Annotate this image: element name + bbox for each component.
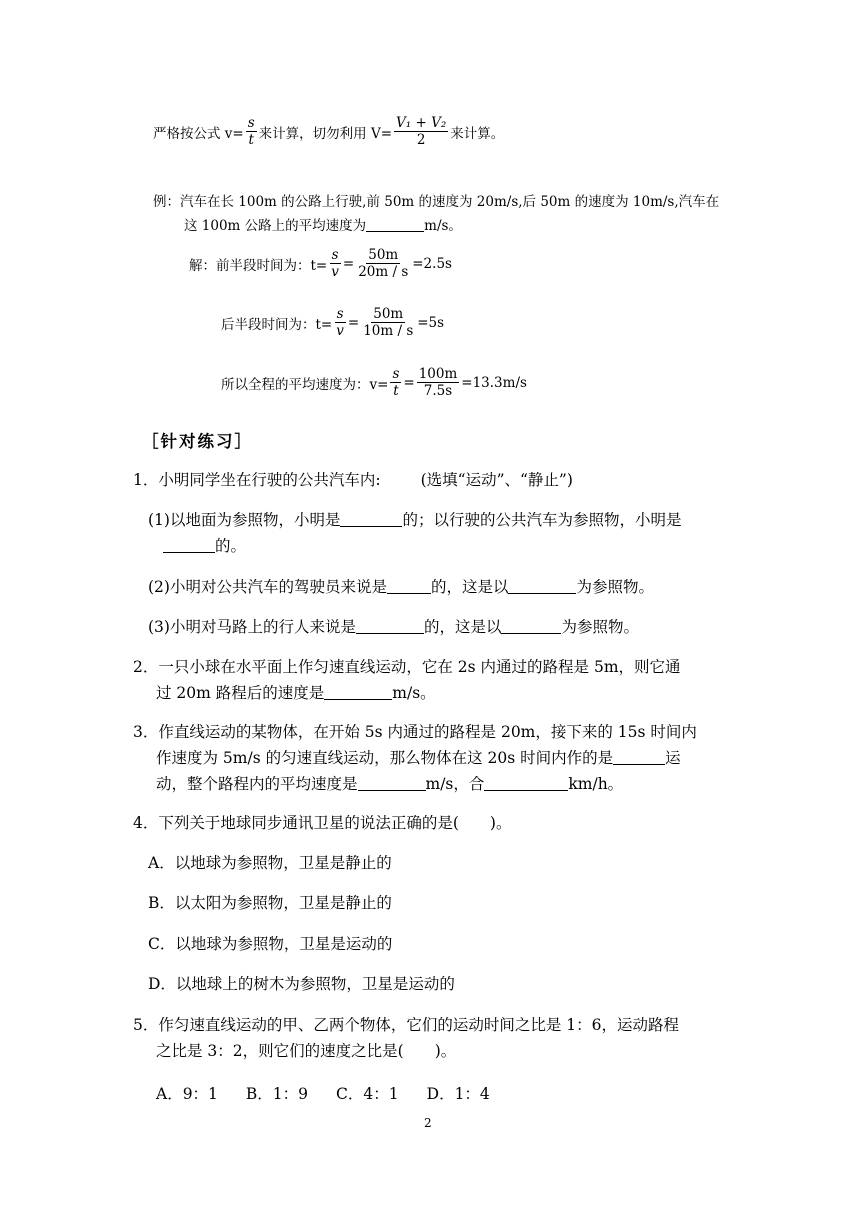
formula-note-prefix: 严格按公式 v=: [153, 125, 244, 142]
question-3-line-2: 作速度为 5m/s 的匀速直线运动，那么物体在这 20s 时间内作的是 运: [156, 749, 681, 767]
q3-blank-3[interactable]: [484, 775, 568, 792]
q3-blank-2[interactable]: [358, 775, 426, 792]
formula-note-suffix: 来计算。: [450, 125, 505, 142]
question-5-options: [156, 1082, 490, 1104]
section-title: ［针对练习］: [142, 432, 253, 451]
q1-blank-5[interactable]: [356, 618, 424, 635]
question-2-line-2: 过 20m 路程后的速度是 m/s。: [156, 684, 436, 702]
question-1-part-2: (2)小明对公共汽车的驾驶员来说是 的，这是以 为参照物。: [148, 578, 654, 596]
question-5-option-b[interactable]: B．1：9: [245, 1085, 309, 1103]
question-5-line-1: 5．作匀速直线运动的甲、乙两个物体，它们的运动时间之比是 1：6，运动路程: [133, 1016, 680, 1034]
q1-blank-1[interactable]: [340, 511, 402, 528]
question-5-option-d[interactable]: D．1：4: [426, 1085, 490, 1103]
solution-step-1: 解：前半段时间为：t= $\frac{s}{v}$ = $\frac{50m}{20m / s}$ =2.5s: [189, 247, 452, 281]
formula-note: [153, 116, 504, 147]
q1-blank-2[interactable]: [163, 537, 215, 554]
formula-note-middle: 来计算，切勿利用 V=: [258, 125, 393, 142]
question-5-option-a[interactable]: A．9：1: [156, 1085, 218, 1103]
question-3-line-1: 3．作直线运动的某物体，在开始 5s 内通过的路程是 20m，接下来的 15s 时间内: [133, 723, 697, 741]
question-1-part-1: (1)以地面为参照物，小明是 的；以行驶的公共汽车为参照物，小明是: [148, 511, 682, 529]
question-4-stem: 4．下列关于地球同步通讯卫星的说法正确的是( )。: [133, 814, 512, 832]
question-4-option-b[interactable]: B．以太阳为参照物，卫星是静止的: [148, 894, 392, 912]
question-5-option-c[interactable]: C．4：1: [336, 1085, 399, 1103]
fraction-v1-plus-v2-over-2: $\frac{\text{V₁ + V₂}}{2}$: [396, 115, 447, 149]
question-2-line-1: 2．一只小球在水平面上作匀速直线运动，它在 2s 内通过的路程是 5m，则它通: [133, 658, 681, 676]
question-1-part-3: (3)小明对马路上的行人来说是 的，这是以 为参照物。: [148, 618, 639, 636]
q2-blank[interactable]: [324, 684, 392, 701]
question-1-stem: 1．小明同学坐在行驶的公共汽车内: (选填“运动”、“静止”): [133, 471, 573, 489]
question-5-line-2: 之比是 3：2，则它们的速度之比是( )。: [156, 1042, 457, 1060]
fraction-s-over-t: $\frac{s}{t}$: [247, 115, 255, 149]
solution-step-3: 所以全程的平均速度为：v= $\frac{s}{t}$ = $\frac{100m}{7.5s}$ =13.3m/s: [221, 366, 527, 400]
q1-blank-6[interactable]: [501, 618, 561, 635]
page-number: 2: [424, 1116, 432, 1130]
question-1-part-1-cont: 的。: [163, 534, 246, 556]
question-4-option-c[interactable]: C．以地球为参照物，卫星是运动的: [148, 935, 393, 953]
question-4-option-a[interactable]: A．以地球为参照物，卫星是静止的: [148, 854, 392, 872]
question-3-line-3: 动，整个路程内的平均速度是 m/s，合 km/h。: [156, 775, 624, 793]
q1-blank-4[interactable]: [508, 578, 576, 595]
solution-step-2: 后半段时间为：t= $\frac{s}{v}$ = $\frac{50m}{10m / s}$ =5s: [221, 306, 445, 340]
example-line-2: 这 100m 公路上的平均速度为 m/s。: [184, 218, 462, 234]
example-line-1: 例：汽车在长 100m 的公路上行驶,前 50m 的速度为 20m/s,后 50m 的速度为 10m/s,汽车在: [153, 194, 720, 210]
q3-blank-1[interactable]: [613, 749, 665, 766]
example-answer-blank[interactable]: [366, 218, 424, 233]
question-4-option-d[interactable]: D．以地球上的树木为参照物，卫星是运动的: [148, 975, 455, 993]
q1-blank-3[interactable]: [387, 578, 431, 595]
